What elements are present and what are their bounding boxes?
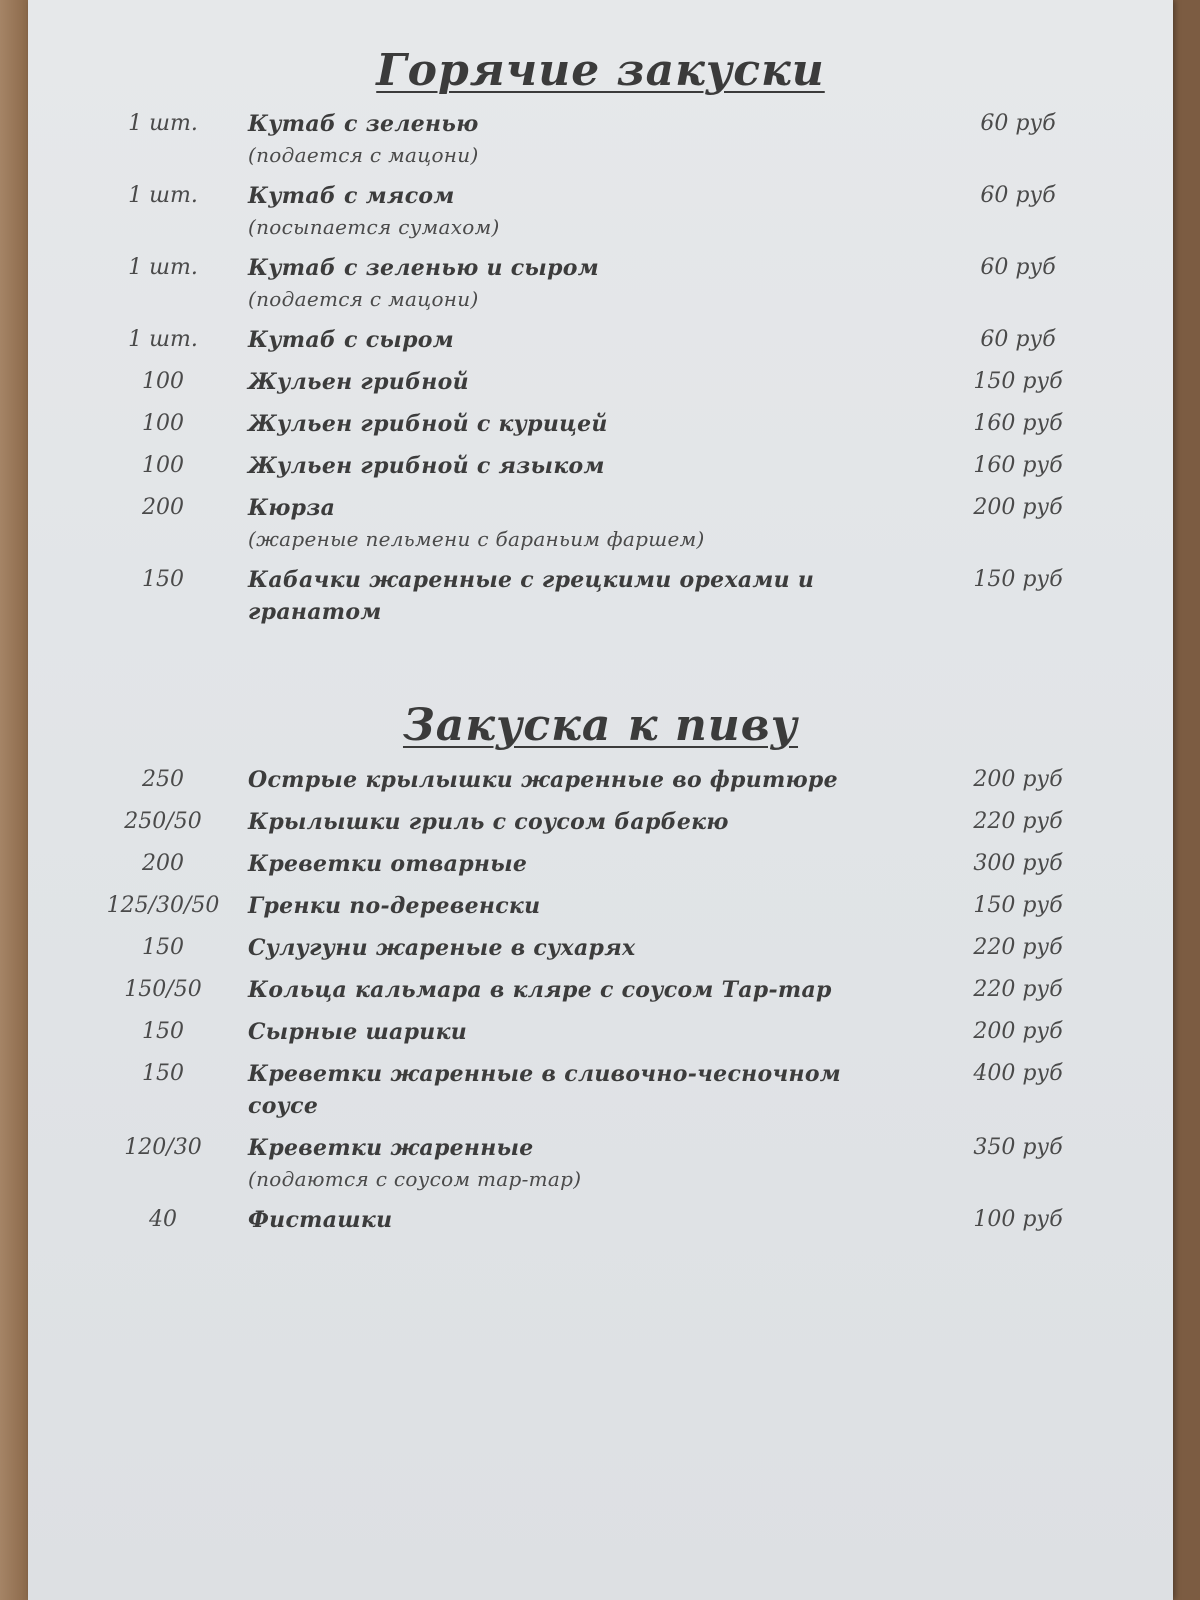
item-price: 400 руб — [973, 1061, 1063, 1086]
item-weight: 150 — [142, 567, 184, 592]
menu-item — [28, 848, 1173, 880]
item-name: Острые крылышки жаренные во фритюре — [248, 767, 838, 793]
item-name: Кутаб с мясом — [248, 183, 455, 209]
item-name: Кутаб с зеленью — [248, 111, 479, 137]
menu-item — [28, 1204, 1173, 1236]
menu-item — [28, 108, 1173, 170]
item-weight: 100 — [142, 369, 184, 394]
item-name: Креветки жаренные — [248, 1135, 534, 1161]
menu-page — [28, 0, 1173, 1600]
item-weight: 150 — [142, 1061, 184, 1086]
item-name: Сырные шарики — [248, 1019, 468, 1045]
item-name: Фисташки — [248, 1207, 393, 1233]
item-name: Жульен грибной — [248, 369, 469, 395]
item-name: Гренки по-деревенски — [248, 893, 541, 919]
item-weight: 250 — [142, 767, 184, 792]
item-note: (подается с мацони) — [248, 287, 479, 311]
menu-item — [28, 324, 1173, 356]
item-weight: 150 — [142, 935, 184, 960]
item-weight: 100 — [142, 411, 184, 436]
item-price: 350 руб — [973, 1135, 1063, 1160]
item-price: 60 руб — [980, 183, 1056, 208]
item-weight: 1 шт. — [128, 183, 198, 208]
item-price: 60 руб — [980, 255, 1056, 280]
item-name: Жульен грибной с языком — [248, 453, 605, 479]
menu-list-hot-appetizers — [28, 108, 1173, 638]
menu-item — [28, 408, 1173, 440]
item-weight: 250/50 — [124, 809, 202, 834]
item-price: 150 руб — [973, 567, 1063, 592]
item-name: Кутаб с сыром — [248, 327, 454, 353]
menu-item — [28, 806, 1173, 838]
item-weight: 100 — [142, 453, 184, 478]
item-price: 220 руб — [973, 935, 1063, 960]
item-price: 200 руб — [973, 767, 1063, 792]
item-price: 160 руб — [973, 411, 1063, 436]
item-price: 150 руб — [973, 893, 1063, 918]
item-weight: 40 — [149, 1207, 177, 1232]
menu-item — [28, 1058, 1173, 1122]
item-name: Кюрза — [248, 495, 336, 521]
item-weight: 150/50 — [124, 977, 202, 1002]
item-weight: 1 шт. — [128, 255, 198, 280]
section-title-beer-snacks: Закуска к пиву — [402, 700, 799, 751]
item-name: Креветки отварные — [248, 851, 528, 877]
item-price: 200 руб — [973, 495, 1063, 520]
menu-item — [28, 1132, 1173, 1194]
item-name: Сулугуни жареные в сухарях — [248, 935, 636, 961]
item-name: Кутаб с зеленью и сыром — [248, 255, 599, 281]
menu-item — [28, 492, 1173, 554]
menu-list-beer-snacks — [28, 764, 1173, 1246]
item-price: 150 руб — [973, 369, 1063, 394]
menu-item — [28, 1016, 1173, 1048]
item-note: (подаются с соусом тар-тар) — [248, 1167, 582, 1191]
item-price: 220 руб — [973, 977, 1063, 1002]
item-weight: 200 — [142, 495, 184, 520]
item-price: 200 руб — [973, 1019, 1063, 1044]
item-weight: 1 шт. — [128, 111, 198, 136]
item-price: 60 руб — [980, 327, 1056, 352]
menu-item — [28, 366, 1173, 398]
menu-item — [28, 180, 1173, 242]
item-note: (подается с мацони) — [248, 143, 479, 167]
item-name: Креветки жаренные в сливочно-чесночном соусе — [248, 1061, 842, 1119]
menu-item — [28, 450, 1173, 482]
menu-item — [28, 764, 1173, 796]
item-price: 220 руб — [973, 809, 1063, 834]
menu-item — [28, 252, 1173, 314]
item-price: 60 руб — [980, 111, 1056, 136]
item-price: 100 руб — [973, 1207, 1063, 1232]
item-price: 160 руб — [973, 453, 1063, 478]
menu-item — [28, 890, 1173, 922]
item-name: Крылышки гриль с соусом барбекю — [248, 809, 729, 835]
item-name: Кабачки жаренные с грецкими орехами и гранатом — [248, 567, 815, 625]
item-name: Жульен грибной с курицей — [248, 411, 608, 437]
item-weight: 200 — [142, 851, 184, 876]
menu-item — [28, 932, 1173, 964]
item-weight: 150 — [142, 1019, 184, 1044]
section-title-hot-appetizers: Горячие закуски — [376, 45, 825, 96]
item-weight: 1 шт. — [128, 327, 198, 352]
item-note: (жареные пельмени с бараньим фаршем) — [248, 527, 705, 551]
menu-item — [28, 564, 1173, 628]
item-weight: 120/30 — [124, 1135, 202, 1160]
item-note: (посыпается сумахом) — [248, 215, 500, 239]
menu-item — [28, 974, 1173, 1006]
item-price: 300 руб — [973, 851, 1063, 876]
item-weight: 125/30/50 — [106, 893, 220, 918]
item-name: Кольца кальмара в кляре с соусом Тар-тар — [248, 977, 832, 1003]
